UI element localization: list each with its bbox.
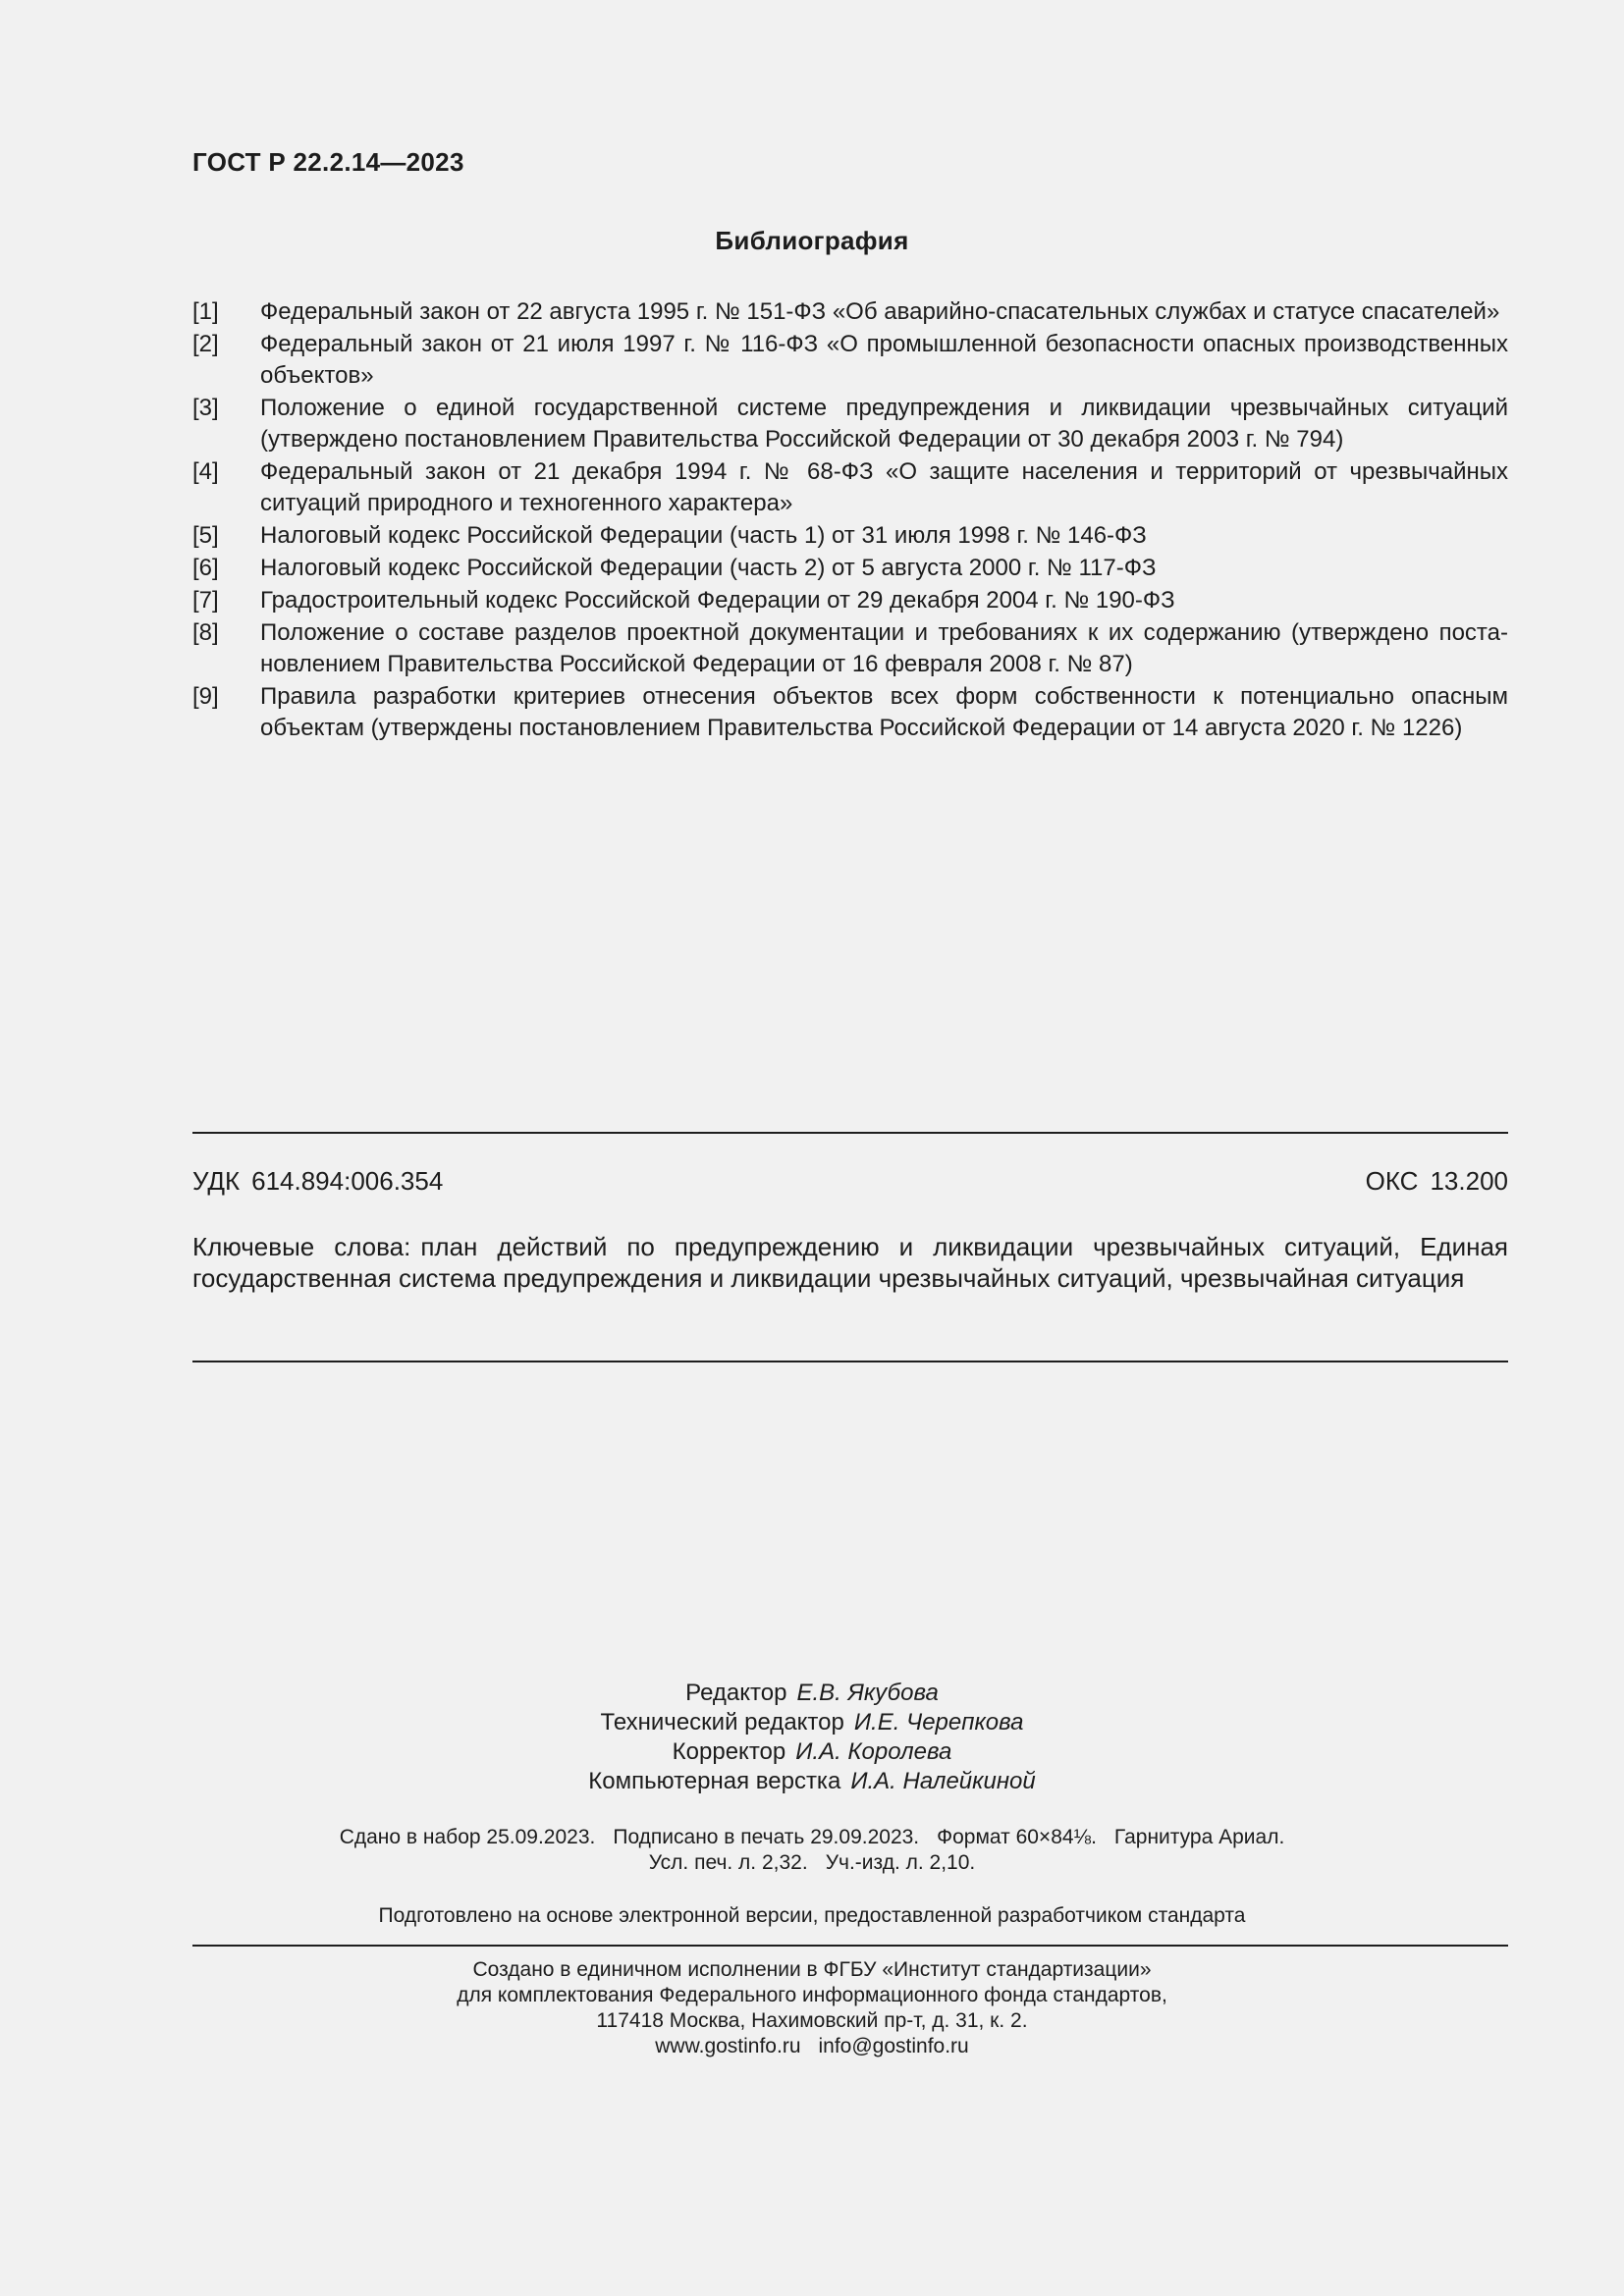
bibliography-list — [192, 296, 1508, 745]
bibliography-item-number: [2] — [192, 331, 219, 357]
oks-label: ОКС — [1365, 1166, 1419, 1196]
bibliography-item-number: [1] — [192, 298, 219, 325]
bibliography-item-text: Правила разработки критериев отнесения объектов всех форм собственности к потенциально опасным объектам (утверждены постановлением Правительства Российской Федерации от 14 августа 2020 г. № 1226) — [260, 683, 1508, 741]
bibliography-item — [192, 585, 1508, 616]
credits-block — [0, 1679, 1624, 1796]
bibliography-item-number: [7] — [192, 587, 219, 614]
bibliography-item-text: Федеральный закон от 21 декабря 1994 г. № 68-ФЗ «О защите населения и территорий от чрезвычайных ситуаций природного и техногенного характера» — [260, 458, 1508, 516]
bibliography-item-text: Налоговый кодекс Российской Федерации (часть 2) от 5 августа 2000 г. № 117-ФЗ — [260, 555, 1157, 581]
credit-line — [0, 1708, 1624, 1737]
credit-person: Е.В. Якубова — [796, 1680, 939, 1706]
credit-line — [0, 1679, 1624, 1708]
credit-person: И.Е. Черепкова — [853, 1709, 1024, 1735]
credit-role: Технический редактор — [600, 1709, 844, 1735]
bibliography-item — [192, 553, 1508, 584]
email-link[interactable]: info@gostinfo.ru — [818, 2035, 969, 2057]
print-sheets: Усл. печ. л. 2,32. — [648, 1851, 808, 1874]
bibliography-item — [192, 393, 1508, 455]
paper-format: Формат 60×84⅛. — [937, 1826, 1097, 1848]
bibliography-item-text: Положение о единой государственной системе предупреждения и ликвидации чрезвычайных ситуаций (утверждено постановлением Правительства Российской Федерации от 30 декабря 2003 г. № 794) — [260, 395, 1508, 453]
credit-line — [0, 1737, 1624, 1767]
udk-value: 614.894:006.354 — [251, 1166, 444, 1196]
credit-person: И.А. Королева — [795, 1738, 952, 1765]
document-code: ГОСТ Р 22.2.14—2023 — [192, 147, 464, 177]
publisher-line: для комплектования Федерального информационного фонда стандартов, — [457, 1984, 1167, 2006]
bibliography-item-number: [5] — [192, 522, 219, 549]
bibliography-item-text: Федеральный закон от 21 июля 1997 г. № 116-ФЗ «О промышленной безопасности опасных производственных объектов» — [260, 331, 1508, 389]
bibliography-item-number: [6] — [192, 555, 219, 581]
bibliography-item-number: [8] — [192, 619, 219, 646]
signed-date: Подписано в печать 29.09.2023. — [613, 1826, 920, 1848]
bibliography-item-text: Федеральный закон от 22 августа 1995 г. № 151-ФЗ «Об аварийно-спасательных службах и статусе спасателей» — [260, 298, 1500, 325]
bibliography-item-number: [9] — [192, 683, 219, 710]
udk-label: УДК — [192, 1166, 241, 1196]
credit-person: И.А. Налейкиной — [850, 1768, 1036, 1794]
bibliography-item-number: [4] — [192, 458, 219, 485]
bibliography-item — [192, 520, 1508, 552]
udk-code — [192, 1166, 443, 1197]
credit-role: Компьютерная верстка — [588, 1768, 841, 1794]
keywords-text: план действий по предупреждению и ликвидации чрезвычайных ситуаций, Единая государственная система предупреждения и ликвидации чрезвычайных ситуаций, чрезвычайная ситуация — [192, 1232, 1508, 1293]
divider-top — [192, 1132, 1508, 1134]
bibliography-item-text: Градостроительный кодекс Российской Федерации от 29 декабря 2004 г. № 190-ФЗ — [260, 587, 1175, 614]
prepared-note: Подготовлено на основе электронной версии, предоставленной разработчиком стандарта — [378, 1904, 1246, 1927]
print-info-line — [0, 1850, 1624, 1876]
print-info-line — [0, 1825, 1624, 1850]
typeface: Гарнитура Ариал. — [1113, 1826, 1285, 1848]
print-info — [0, 1825, 1624, 1876]
publisher-block — [0, 1957, 1624, 2059]
bibliography-item — [192, 681, 1508, 744]
publisher-contacts — [0, 2034, 1624, 2059]
bibliography-item-text: Положение о составе разделов проектной документации и требованиях к их содержанию (утверждено постановлением Правительства Российской Федерации от 16 февраля 2008 г. № 87) — [260, 619, 1508, 677]
publisher-address: 117418 Москва, Нахимовский пр-т, д. 31, к. 2. — [596, 2009, 1028, 2032]
submitted-date: Сдано в набор 25.09.2023. — [339, 1826, 596, 1848]
keywords-label: Ключевые слова: — [192, 1232, 411, 1261]
oks-value: 13.200 — [1430, 1166, 1508, 1196]
publisher-line: Создано в единичном исполнении в ФГБУ «Институт стандартизации» — [472, 1958, 1152, 1981]
website-link[interactable]: www.gostinfo.ru — [655, 2035, 801, 2057]
bibliography-item — [192, 329, 1508, 392]
divider-bottom — [192, 1945, 1508, 1947]
bibliography-item-text: Налоговый кодекс Российской Федерации (часть 1) от 31 июля 1998 г. № 146-ФЗ — [260, 522, 1147, 549]
bibliography-item — [192, 456, 1508, 519]
divider-middle — [192, 1361, 1508, 1362]
bibliography-item — [192, 617, 1508, 680]
bibliography-title: Библиография — [715, 226, 909, 255]
keywords — [192, 1231, 1508, 1294]
credit-line — [0, 1767, 1624, 1796]
classification-row — [192, 1166, 1508, 1197]
credit-role: Корректор — [672, 1738, 786, 1765]
credit-role: Редактор — [685, 1680, 787, 1706]
bibliography-item — [192, 296, 1508, 328]
publication-sheets: Уч.-изд. л. 2,10. — [825, 1851, 976, 1874]
oks-code — [1366, 1166, 1508, 1197]
bibliography-item-number: [3] — [192, 395, 219, 421]
